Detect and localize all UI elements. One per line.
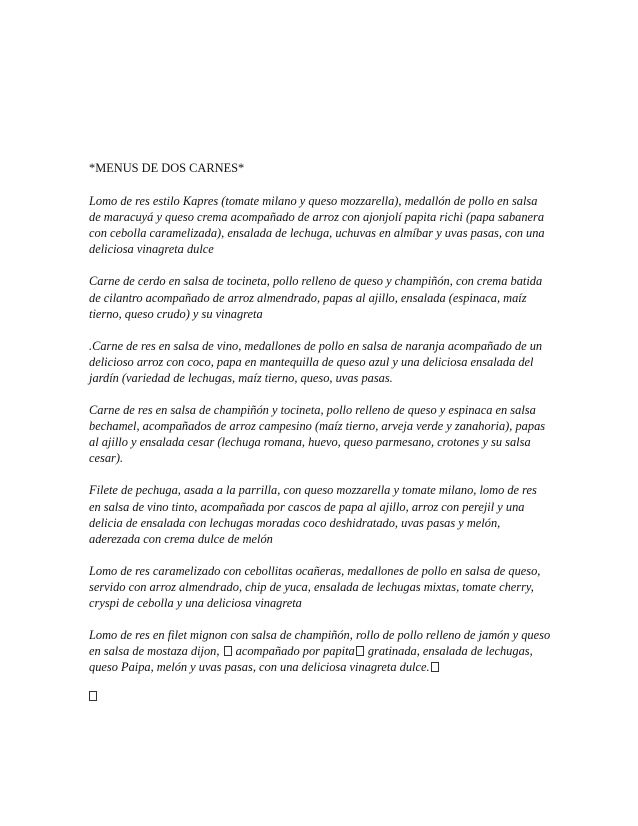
missing-glyph-icon	[431, 662, 439, 672]
missing-glyph-icon	[89, 691, 97, 701]
menu-paragraph-5: Filete de pechuga, asada a la parrilla, con queso mozzarella y tomate milano, lomo de res en salsa de vino tinto, acompañada por cascos de papa al ajillo, arroz con perejil y una delicia de ensalada con lechugas moradas coco deshidratado, uvas pasas y melón, aderezada con crema dulce de melón	[89, 483, 537, 546]
menu-paragraph-7-part-3: gratinada, ensalada de lechugas, queso Paipa, melón y uvas pasas, con una deliciosa vinagreta dulce.	[89, 644, 533, 675]
menu-paragraph-7-part-2: acompañado por papita	[232, 644, 355, 659]
menu-heading: *MENUS DE DOS CARNES*	[89, 161, 245, 175]
menu-paragraph-3: .Carne de res en salsa de vino, medallones de pollo en salsa de naranja acompañado de un delicioso arroz con coco, papa en mantequilla de queso azul y una deliciosa ensalada del jardín (variedad de lechugas, maíz tierno, queso, uvas pasas.	[89, 338, 543, 385]
menu-paragraph-6: Lomo de res caramelizado con cebollitas ocañeras, medallones de pollo en salsa de queso, servido con arroz almendrado, chip de yuca, ensalada de lechugas mixtas, tomate cherry, cryspi de cebolla y una deliciosa vinagreta	[89, 563, 541, 610]
menu-paragraph-7	[89, 627, 551, 675]
menu-paragraph-4: Carne de res en salsa de champiñón y tocineta, pollo relleno de queso y espinaca en salsa bechamel, acompañados de arroz campesino (maíz tierno, arveja verde y zanahoria), papas al ajillo y ensalada cesar (lechuga romana, huevo, queso parmesano, crotones y su salsa cesar).	[89, 403, 546, 466]
menu-paragraph-7-part-1: Lomo de res en filet mignon con salsa de champiñón, rollo de pollo relleno de jamón y queso en salsa de mostaza dijon,	[89, 628, 551, 659]
menu-paragraph-2: Carne de cerdo en salsa de tocineta, pollo relleno de queso y champiñón, con crema batida de cilantro acompañado de arroz almendrado, papas al ajillo, ensalada (espinaca, maíz tierno, queso crudo) y su vinagreta	[89, 274, 543, 321]
missing-glyph-icon	[224, 646, 232, 656]
menu-paragraph-1: Lomo de res estilo Kapres (tomate milano y queso mozzarella), medallón de pollo en salsa de maracuyá y queso crema acompañado de arroz con ajonjolí papita richi (papa sabanera con cebolla caramelizada), ensalada de lechuga, uchuvas en almíbar y uvas pasas, con una deliciosa vinagreta dulce	[89, 194, 545, 257]
missing-glyph-icon	[356, 646, 364, 656]
document-body	[89, 160, 551, 701]
